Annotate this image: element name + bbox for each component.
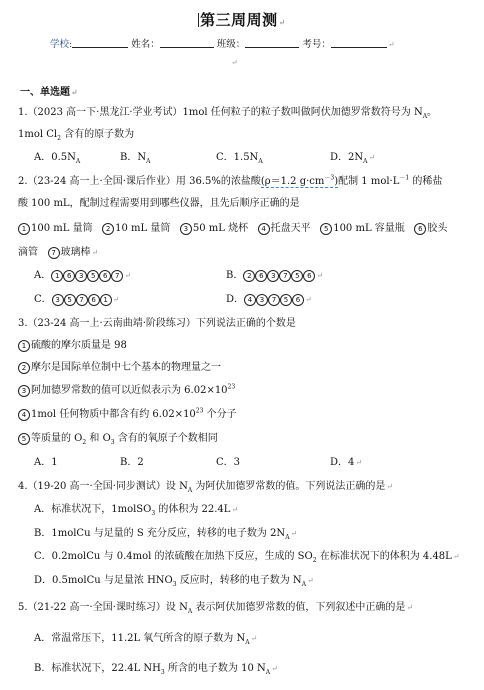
number-blank[interactable]	[331, 37, 387, 48]
circled-number: 1	[51, 270, 63, 282]
name-blank[interactable]	[160, 37, 214, 48]
paragraph-mark-icon: ↵	[278, 17, 286, 27]
section-heading: 一、单选题↵	[20, 87, 78, 98]
name-label: 姓名：	[131, 39, 160, 50]
q2-items-2: 滴管 7 玻璃棒↵	[18, 247, 99, 258]
q2-option-d[interactable]: D． 4 3 7 5 6 ↵	[226, 294, 312, 305]
q3-statement-2: 2 摩尔是国际单位制中七个基本的物理量之一	[18, 358, 221, 374]
q1-option-a[interactable]: A．$0.5N_A$	[34, 152, 81, 165]
q3-statement-3: 3 阿加德罗常数的值可以近似表示为 $6.02\times 10^{23}$	[18, 381, 235, 397]
q4-option-a[interactable]: A．标准状况下，1molSO$_3$ 的体积为 22.4L↵	[34, 504, 239, 517]
page-title: 第三周周测↵	[200, 11, 286, 29]
q2-stem-2: 酸 100 mL，配制过程需要用到哪些仪器，且先后顺序正确的是	[18, 198, 300, 209]
q2-stem: 2.（23-24 高一上·全国·课后作业）用 36.5%的浓盐酸(ρ＝1.2 $g\cdot cm^{-3}$)配制 1 $mol\cdot L^{-1}$ 的稀盐	[18, 174, 443, 187]
circled-number: 4	[244, 294, 256, 306]
circled-number: 6	[99, 270, 111, 282]
school-blank[interactable]	[72, 37, 128, 48]
q2-option-c[interactable]: C． 3 5 7 6 1 ↵	[34, 294, 120, 305]
paragraph-mark-icon: ↵	[112, 295, 120, 304]
q5-option-a[interactable]: A．常温常压下，11.2L 氧气所含的原子数为 $N_A↵$	[34, 633, 258, 646]
q3-statement-1: 1 硫酸的摩尔质量是 98	[18, 336, 127, 352]
q2-item-6: 6 胶头	[414, 223, 447, 234]
paragraph-mark-icon: ↵	[231, 58, 238, 67]
circled-number: 3	[267, 270, 279, 282]
q3-statement-4: 4 1mol 任何物质中都含有约 $6.02\times 10^{23}$ 个分子	[18, 405, 237, 421]
q1-stem: 1.（2023 高一下·黑龙江·学业考试）1mol 任何粒子的粒子数叫做阿伏加德罗常数符号为 $N_A$。	[18, 107, 438, 120]
circled-number: 3	[256, 294, 268, 306]
q3-option-b[interactable]: B．2	[120, 457, 144, 468]
q3-statement-5: 5 等质量的 $O_2$ 和 $O_3$ 含有的氧原子个数相同	[18, 429, 218, 445]
q2-option-a[interactable]: A． 1 6 3 5 6 7 ↵	[34, 270, 131, 281]
number-label: 考号：	[302, 39, 331, 50]
q4-option-b[interactable]: B．1molCu 与足量的 S 充分反应，转移的电子数为 $2N_A↵$	[34, 528, 298, 541]
circled-number: 1	[100, 294, 112, 306]
q1-stem-2: 1mol $Cl_2$ 含有的原子数为	[18, 129, 135, 142]
q3-option-a[interactable]: A．1	[34, 457, 58, 468]
q2-item-3: 3 50 mL 烧杯	[180, 223, 248, 234]
circled-number: 6	[255, 270, 267, 282]
q2-option-b[interactable]: B． 2 6 3 7 5 6 ↵	[226, 270, 324, 281]
q4-option-c[interactable]: C．0.2molCu 与 0.4mol 的浓硫酸在加热下反应，生成的 $SO_2$ 在标准状况下的体积为 4.48L↵	[34, 551, 460, 564]
circled-number: 7	[76, 294, 88, 306]
q3-option-d[interactable]: D．4↵	[330, 457, 363, 468]
q1-option-c[interactable]: C．$1.5N_A$	[216, 152, 263, 165]
q4-option-d[interactable]: D．0.5molCu 与足量浓 $HNO_3$ 反应时，转移的电子数为 $N_A↵$	[34, 575, 314, 588]
q2-item-5: 5 100 mL 容量瓶	[320, 223, 405, 234]
q2-item-4: 4 托盘天平	[258, 223, 311, 234]
circled-number: 5	[291, 270, 303, 282]
student-info-line	[50, 36, 395, 50]
q4-stem: 4.（19-20 高一·全国·同步测试）设 $N_A$ 为阿伏加德罗常数的值。下列说法正确的是↵	[18, 481, 394, 494]
paragraph-mark-icon: ↵	[305, 295, 312, 304]
q1-option-d[interactable]: D．$2N_A↵$	[330, 152, 376, 165]
q1-option-b[interactable]: B．$N_A$	[120, 152, 151, 165]
q5-stem: 5.（21-22 高一·全国·课时练习）设 $N_A$ 表示阿伏加德罗常数的值，下列叙述中正确的是↵	[18, 602, 414, 615]
q5-option-b[interactable]: B．标准状况下，22.4L $NH_3$ 所含的电子数为 10 $N_A↵$	[34, 663, 278, 676]
circled-number: 5	[87, 270, 99, 282]
paragraph-mark-icon: ↵	[124, 271, 131, 280]
q2-item-2: 2 10 mL 量筒	[102, 223, 170, 234]
q3-option-c[interactable]: C．3	[216, 457, 241, 468]
circled-number: 7	[111, 270, 123, 282]
circled-number: 2	[243, 270, 255, 282]
circled-number: 6	[88, 294, 100, 306]
circled-number: 3	[75, 270, 87, 282]
circled-number: 5	[64, 294, 76, 306]
circled-number: 6	[303, 270, 315, 282]
class-label: 班级：	[216, 39, 246, 50]
text-cursor	[198, 13, 199, 27]
paragraph-mark-icon: ↵	[387, 40, 395, 49]
class-blank[interactable]	[245, 37, 299, 48]
circled-number: 6	[292, 294, 304, 306]
q2-items	[18, 219, 447, 235]
q3-stem: 3.（23-24 高一上·云南曲靖·阶段练习）下列说法正确的个数是	[18, 318, 296, 329]
circled-number: 7	[268, 294, 280, 306]
circled-number: 3	[52, 294, 64, 306]
circled-number: 6	[63, 270, 75, 282]
paragraph-mark-icon: ↵	[316, 271, 324, 280]
circled-number: 5	[280, 294, 292, 306]
circled-number: 7	[279, 270, 291, 282]
school-label: 学校:	[50, 39, 73, 50]
q2-item-1: 1 100 mL 量筒	[18, 223, 93, 234]
